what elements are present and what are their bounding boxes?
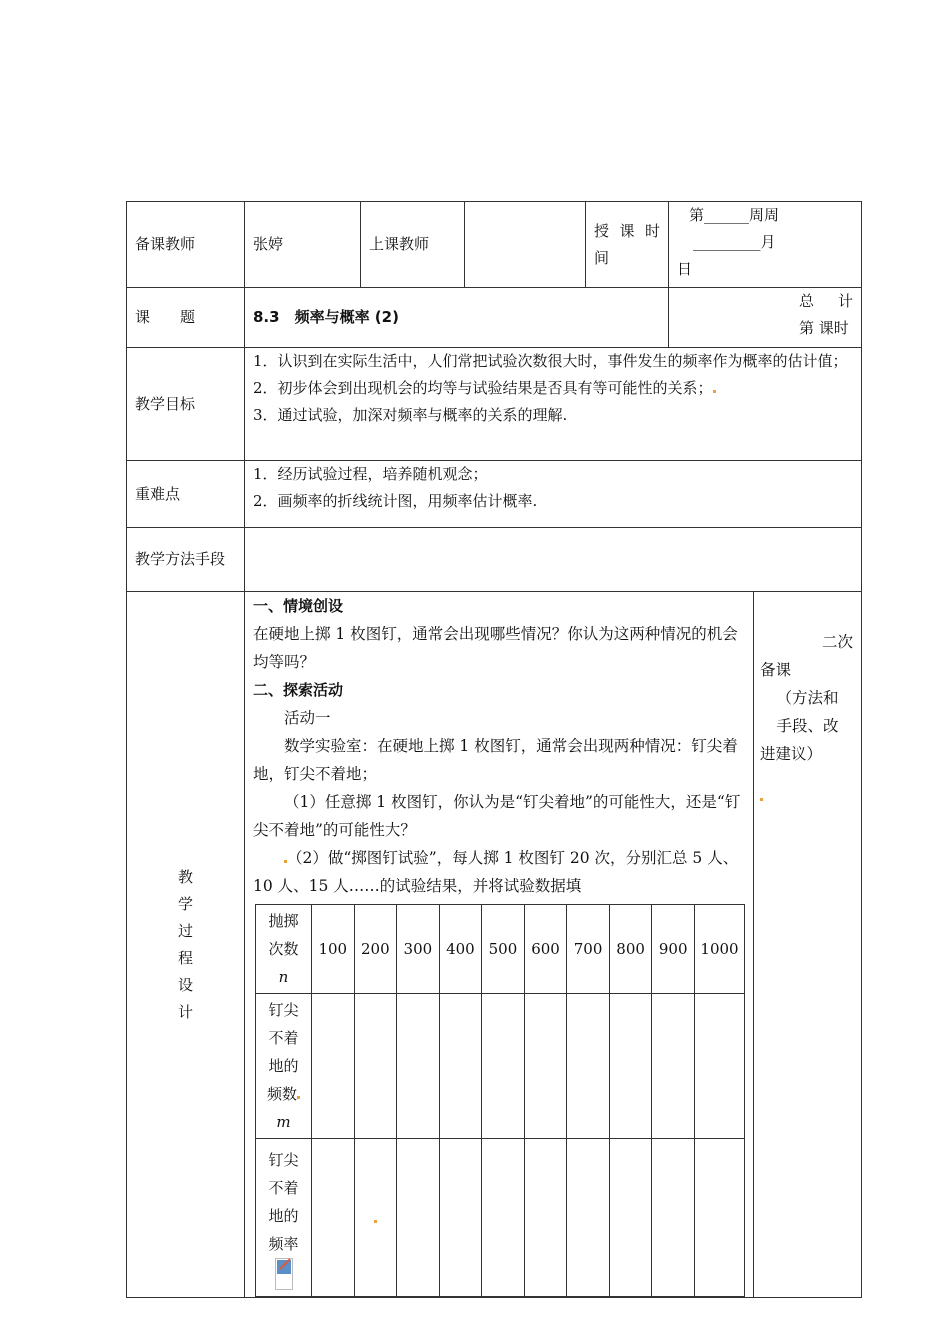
throw-count: 800 — [609, 905, 652, 994]
data-cell — [567, 1139, 610, 1297]
throw-count: 600 — [524, 905, 567, 994]
marker-dot — [297, 1096, 300, 1099]
marker-dot — [760, 798, 763, 801]
throw-count: 400 — [439, 905, 482, 994]
process-label-char: 过 — [177, 921, 193, 940]
throw-count: 900 — [652, 905, 695, 994]
class-teacher-name — [465, 202, 586, 288]
lab-text: 数学实验室：在硬地上掷 1 枚图钉，通常会出现两种情况：钉尖着地，钉尖不着地； — [253, 737, 738, 783]
throws-row — [256, 905, 745, 994]
process-label — [127, 592, 245, 1298]
methods-value — [245, 528, 862, 592]
month-line: _________月 — [693, 233, 776, 251]
goals-row — [127, 348, 862, 461]
frequency-rate-header: 钉尖 不着 地的 频率 — [256, 1139, 312, 1297]
experiment-table — [255, 904, 745, 1297]
activity-title: 活动一 — [284, 709, 331, 727]
data-cell — [524, 994, 567, 1139]
data-cell — [695, 994, 745, 1139]
keypoint-item: 2．画频率的折线统计图，用频率估计概率. — [253, 492, 538, 510]
data-cell — [524, 1139, 567, 1297]
class-teacher-label: 上课教师 — [361, 202, 465, 288]
data-cell — [652, 1139, 695, 1297]
process-label-char: 计 — [177, 1002, 193, 1021]
keypoint-item: 1．经历试验过程，培养随机观念； — [253, 465, 488, 483]
throw-count: 500 — [482, 905, 525, 994]
frequency-count-header: 钉尖 不着 地的 频数 m — [256, 994, 312, 1139]
lesson-plan-table — [126, 201, 862, 1298]
throw-count: 1000 — [695, 905, 745, 994]
data-cell — [609, 994, 652, 1139]
data-cell — [482, 1139, 525, 1297]
data-cell — [609, 1139, 652, 1297]
keypoints-row — [127, 461, 862, 528]
section-text: 在硬地上掷 1 枚图钉，通常会出现哪些情况？你认为这两种情况的机会均等吗？ — [253, 625, 738, 671]
prep-teacher-label: 备课教师 — [127, 202, 245, 288]
section-title: 一、情境创设 — [253, 597, 344, 615]
data-cell — [312, 1139, 355, 1297]
process-label-char: 教 — [177, 867, 193, 886]
question-2: （2）做“掷图钉试验”，每人掷 1 枚图钉 20 次，分别汇总 5 人、10 人、15 人……的试验结果，并将试验数据填 — [253, 849, 739, 895]
topic-label: 课 题 — [127, 288, 245, 348]
second-prep-notes: 二次 备课 （方法和 手段、改 进建议） — [754, 592, 862, 1298]
throw-count: 300 — [397, 905, 440, 994]
topic-value: 8.3 频率与概率 (2) — [245, 288, 669, 348]
header-row — [127, 202, 862, 288]
data-cell — [397, 994, 440, 1139]
data-cell — [397, 1139, 440, 1297]
goal-item: 1．认识到在实际生活中，人们常把试验次数很大时，事件发生的频率作为概率的估计值； — [253, 352, 848, 370]
goals-cell — [245, 348, 862, 461]
throw-count: 100 — [312, 905, 355, 994]
methods-row — [127, 528, 862, 592]
formula-image-icon — [275, 1258, 293, 1290]
week-line: 第______周周 — [689, 206, 780, 224]
process-content — [245, 592, 754, 1298]
keypoints-label: 重难点 — [127, 461, 245, 528]
goal-item: 3．通过试验，加深对频率与概率的关系的理解. — [253, 406, 568, 424]
frequency-rate-row — [256, 1139, 745, 1297]
goals-label: 教学目标 — [127, 348, 245, 461]
frequency-count-row — [256, 994, 745, 1139]
class-time-label: 授 课 时 间 — [586, 202, 669, 288]
data-cell — [312, 994, 355, 1139]
week-date-cell — [669, 202, 862, 288]
process-row — [127, 592, 862, 1298]
goal-item: 2．初步体会到出现机会的均等与试验结果是否具有等可能性的关系； — [253, 375, 853, 402]
marker-dot — [713, 390, 716, 393]
data-cell — [439, 994, 482, 1139]
process-label-char: 程 — [177, 948, 193, 967]
day-line: 日 — [677, 260, 693, 278]
methods-label: 教学方法手段 — [127, 528, 245, 592]
data-cell — [652, 994, 695, 1139]
data-cell — [439, 1139, 482, 1297]
section-title: 二、探索活动 — [253, 681, 344, 699]
process-label-char: 学 — [177, 894, 193, 913]
data-cell — [482, 994, 525, 1139]
data-cell — [354, 994, 397, 1139]
data-cell — [695, 1139, 745, 1297]
throw-count: 700 — [567, 905, 610, 994]
topic-row — [127, 288, 862, 348]
throws-header: 抛掷 次数 n — [256, 905, 312, 994]
total-hours-cell — [669, 288, 862, 348]
marker-dot — [374, 1220, 377, 1223]
total-hours-label: 总 计 第 课时 — [799, 292, 854, 337]
throw-count: 200 — [354, 905, 397, 994]
process-label-char: 设 — [177, 975, 193, 994]
question-1: （1）任意掷 1 枚图钉，你认为是“钉尖着地”的可能性大，还是“钉尖不着地”的可能性大？ — [253, 793, 741, 839]
data-cell — [567, 994, 610, 1139]
keypoints-cell — [245, 461, 862, 528]
prep-teacher-name: 张婷 — [245, 202, 361, 288]
data-cell — [354, 1139, 397, 1297]
